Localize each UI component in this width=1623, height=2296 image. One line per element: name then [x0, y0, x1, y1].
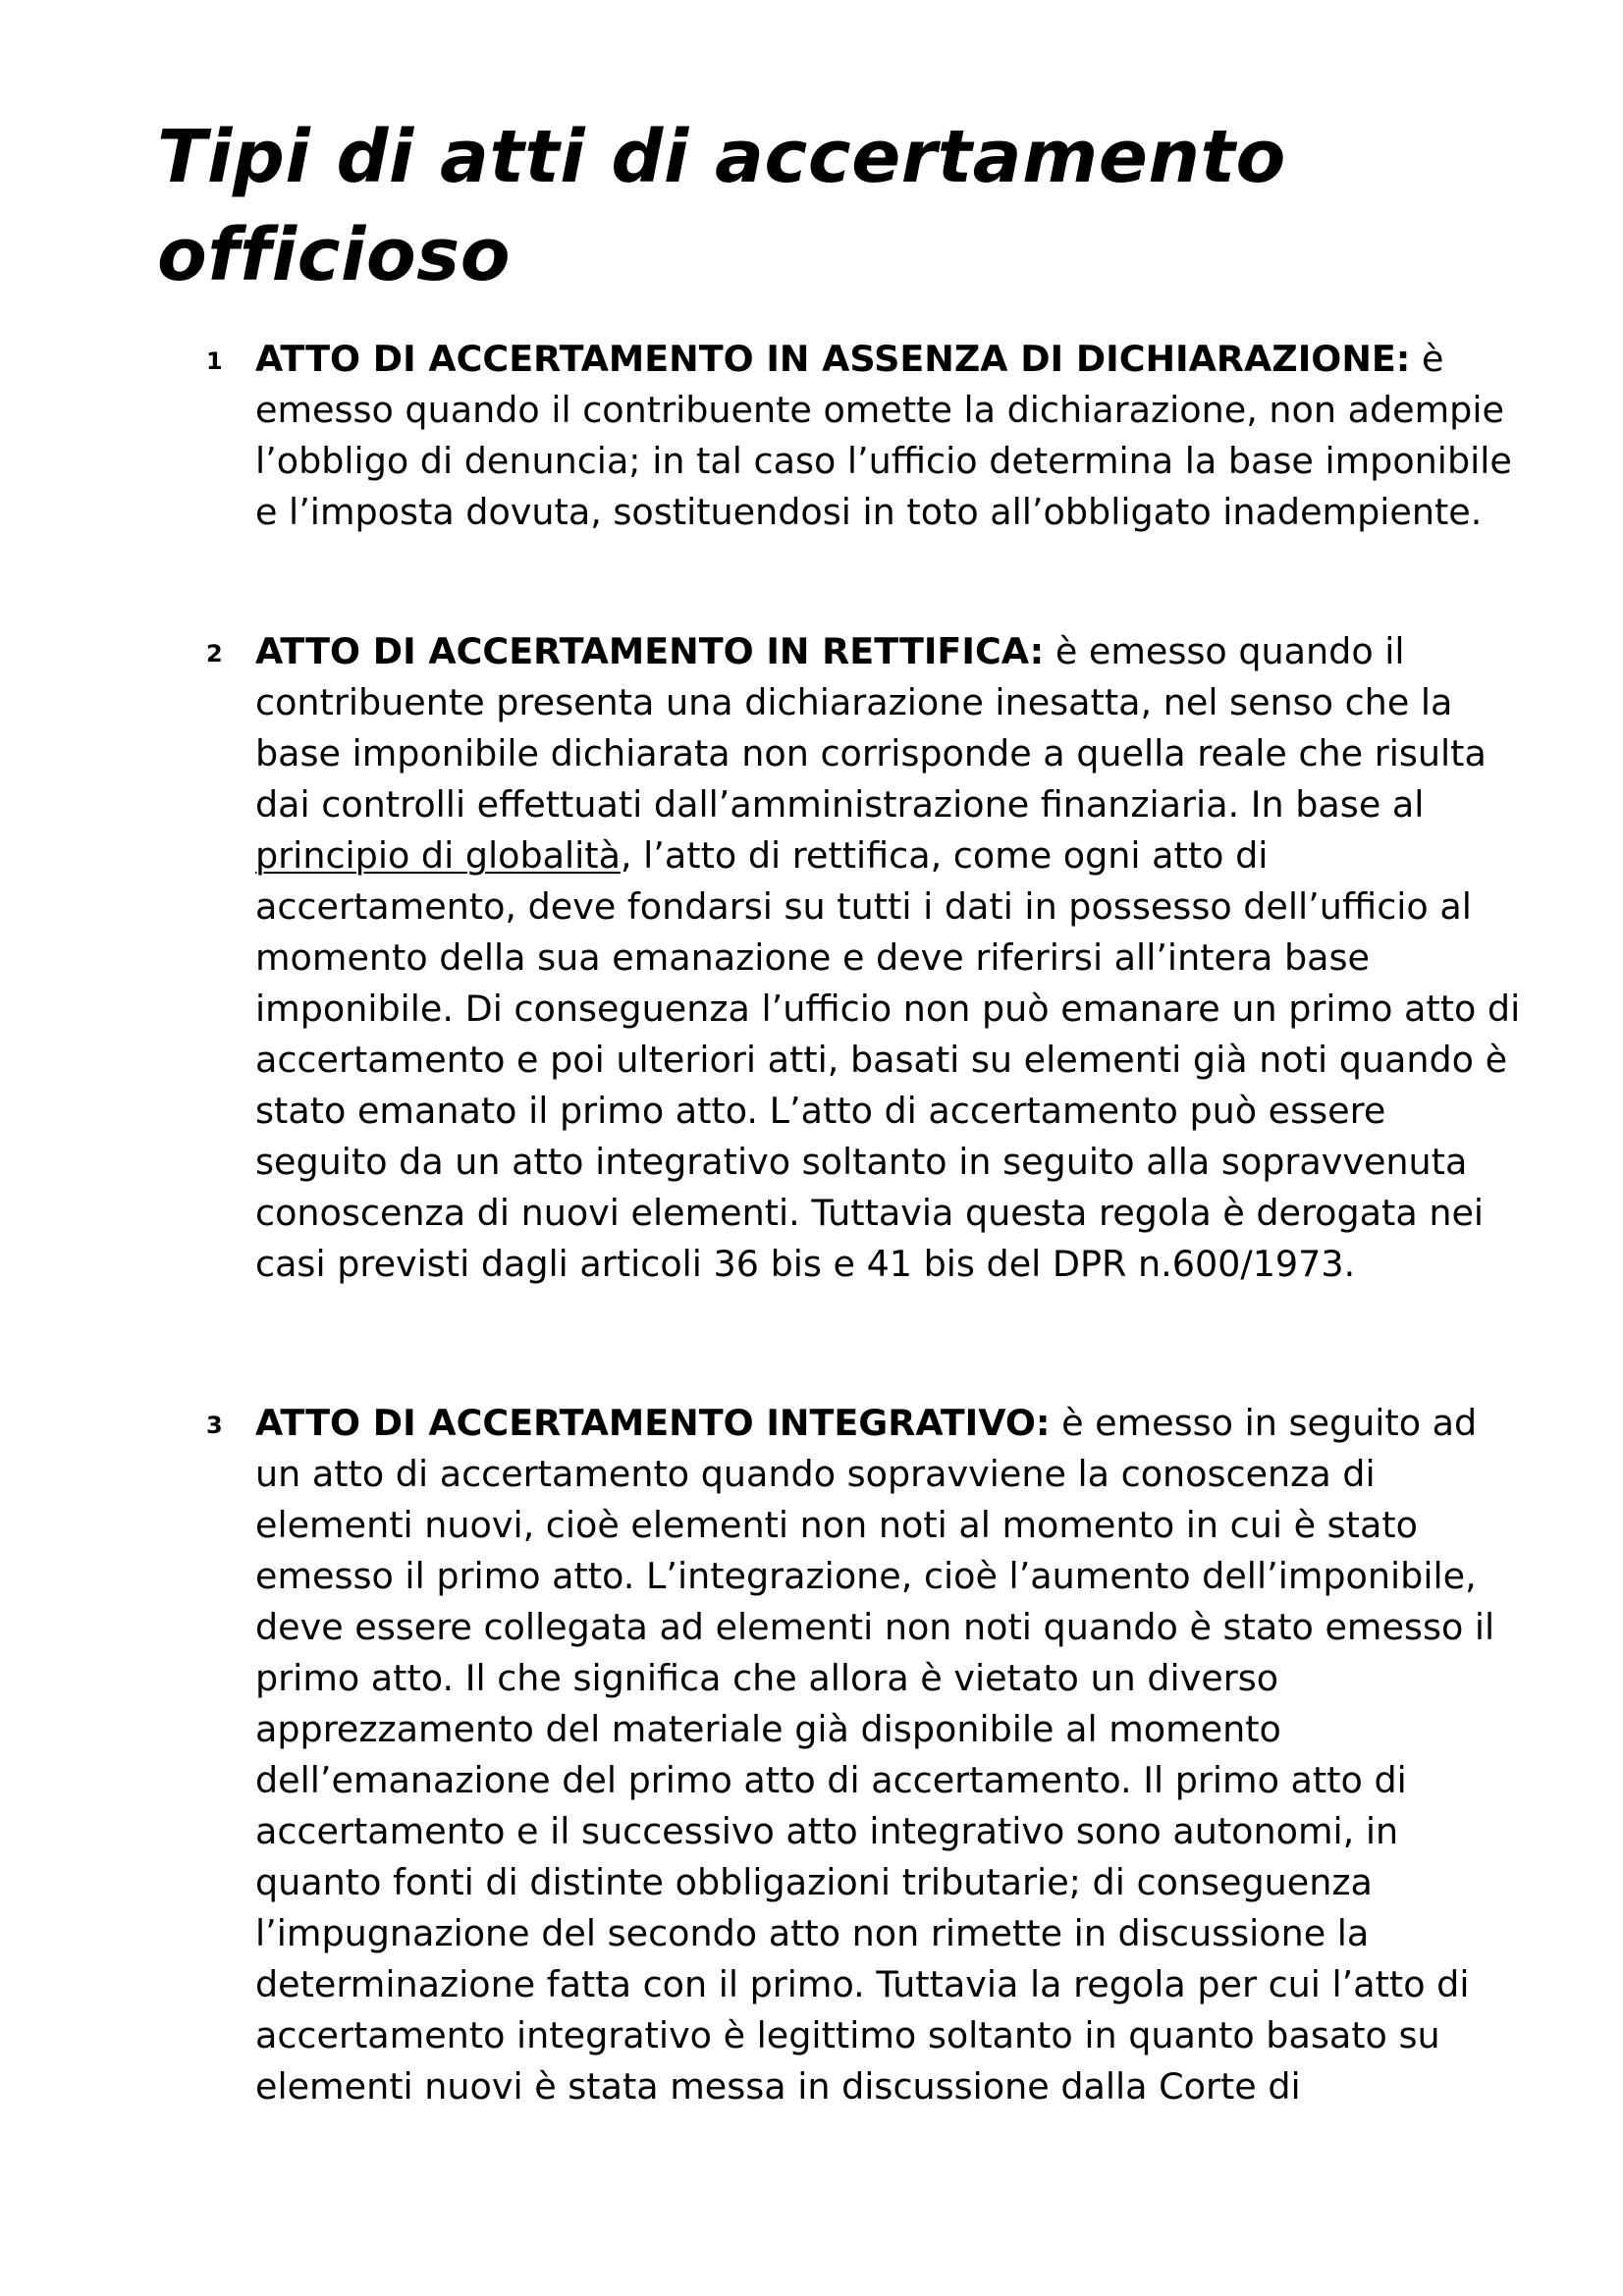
item-heading: ATTO DI ACCERTAMENTO IN RETTIFICA:	[255, 630, 1045, 672]
item-heading: ATTO DI ACCERTAMENTO INTEGRATIVO:	[255, 1402, 1051, 1444]
principio-di-globalita-link[interactable]: principio di globalità	[255, 834, 621, 877]
list-number: 2	[206, 640, 223, 667]
item-body: è emesso quando il contribuente omette la dichiarazione, non adempie l’obbligo di denuncia; in tal caso l’ufficio determina la base imponibile e l’imposta dovuta, sostituendosi in toto all’obbligato inadempiente.	[255, 338, 1512, 533]
page-title: Tipi di atti di accertamento officioso	[157, 115, 1286, 297]
list-item-text	[255, 626, 1522, 1290]
item-body: è emesso quando il contribuente presenta una dichiarazione inesatta, nel senso che la base imponibile dichiarata non corrisponde a quella reale che risulta dai controlli effettuati dall’amministrazione finanziaria. In base al	[255, 630, 1487, 826]
item-heading: ATTO DI ACCERTAMENTO IN ASSENZA DI DICHIARAZIONE:	[255, 338, 1411, 380]
item-body-continued: , l’atto di rettifica, come ogni atto di accertamento, deve fondarsi su tutti i dati in possesso dell’ufficio al momento della sua emanazione e deve riferirsi all’intera base imponibile. Di conseguenza l’ufficio non può emanare un primo atto di accertamento e poi ulteriori atti, basati su elementi già noti quando è stato emanato il primo atto. L’atto di accertamento può essere seguito da un atto integrativo soltanto in seguito alla sopravvenuta conoscenza di nuovi elementi. Tuttavia questa regola è derogata nei casi previsti dagli articoli 36 bis e 41 bis del DPR n.600/1973.	[255, 834, 1521, 1285]
list-number: 1	[206, 347, 223, 375]
list-item-text	[255, 1398, 1522, 2112]
list-item-text	[255, 334, 1522, 538]
list-number: 3	[206, 1412, 223, 1439]
item-body: è emesso in seguito ad un atto di accertamento quando sopravviene la conoscenza di elementi nuovi, cioè elementi non noti al momento in cui è stato emesso il primo atto. L’integrazione, cioè l’aumento dell’imponibile, deve essere collegata ad elementi non noti quando è stato emesso il primo atto. Il che significa che allora è vietato un diverso apprezzamento del materiale già disponibile al momento dell’emanazione del primo atto di accertamento. Il primo atto di accertamento e il successivo atto integrativo sono autonomi, in quanto fonti di distinte obbligazioni tributarie; di conseguenza l’impugnazione del secondo atto non rimette in discussione la determinazione fatta con il primo. Tuttavia la regola per cui l’atto di accertamento integrativo è legittimo soltanto in quanto basato su elementi nuovi è stata messa in discussione dalla Corte di	[255, 1402, 1495, 2108]
